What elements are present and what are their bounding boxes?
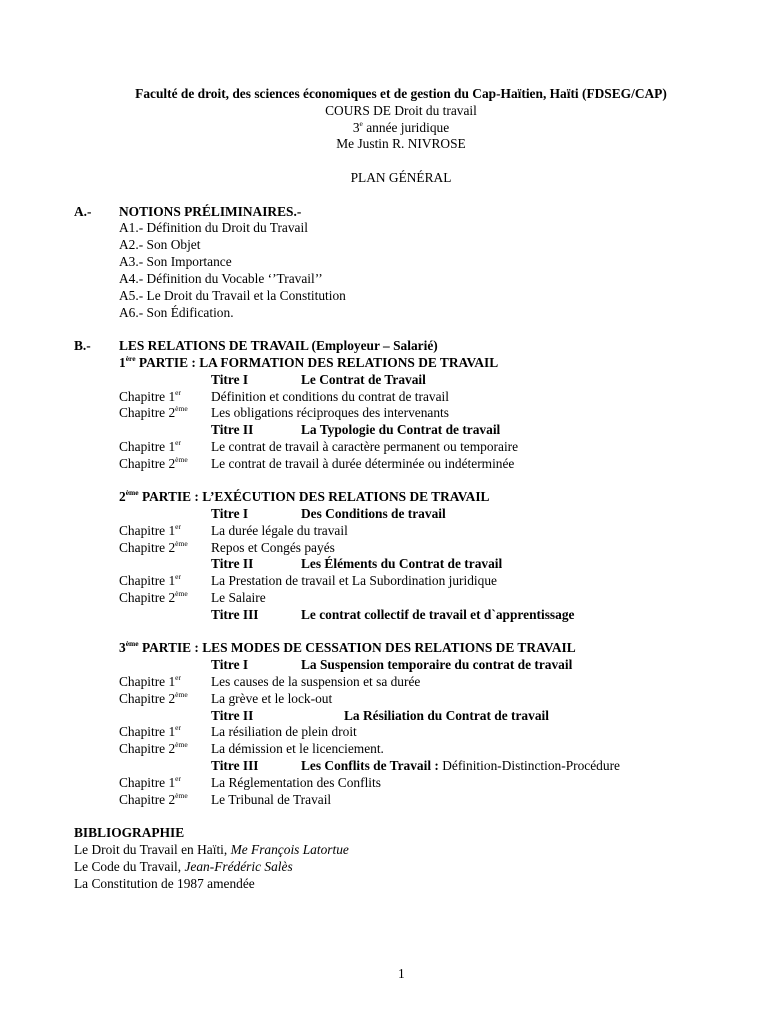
chapter-label: Chapitre 2ème xyxy=(119,790,188,807)
chapter-label: Chapitre 1er xyxy=(119,387,181,404)
titre-text: Le Contrat de Travail xyxy=(301,372,426,387)
faculty-title: Faculté de droit, des sciences économiques et de gestion du Cap-Haïtien, Haïti (FDSEG/CAP) xyxy=(135,86,667,101)
titre-label: Titre I xyxy=(211,657,249,672)
section-b-label: B.- xyxy=(74,338,91,353)
chapter-text: Définition et conditions du contrat de travail xyxy=(211,389,449,404)
chapter-text: La démission et le licenciement. xyxy=(211,741,384,756)
titre-text: La Résiliation du Contrat de travail xyxy=(344,708,549,723)
titre-label: Titre III xyxy=(211,758,259,773)
titre-label: Titre I xyxy=(211,372,249,387)
chapter-text: Repos et Congés payés xyxy=(211,540,335,555)
titre-text: La Typologie du Contrat de travail xyxy=(301,422,501,437)
part-3-heading: 3ème PARTIE : LES MODES DE CESSATION DES RELATIONS DE TRAVAIL xyxy=(119,638,576,655)
bibliography-entry: Le Code du Travail, Jean-Frédéric Salès xyxy=(74,859,293,874)
chapter-text: Le contrat de travail à caractère permanent ou temporaire xyxy=(211,439,519,454)
bibliography-entry: Le Droit du Travail en Haïti, Me François Latortue xyxy=(74,842,349,857)
titre-text: La Suspension temporaire du contrat de travail xyxy=(301,657,573,672)
part-2-heading: 2ème PARTIE : L’EXÉCUTION DES RELATIONS DE TRAVAIL xyxy=(119,487,490,504)
course-title: COURS DE Droit du travail xyxy=(325,103,477,118)
chapter-text: La Réglementation des Conflits xyxy=(211,775,381,790)
section-a-item: A3.- Son Importance xyxy=(119,254,232,269)
titre-label: Titre I xyxy=(211,506,249,521)
chapter-label: Chapitre 2ème xyxy=(119,588,188,605)
section-a-label: A.- xyxy=(74,204,92,219)
titre-text: Les Conflits de Travail : Définition-Distinction-Procédure xyxy=(301,758,620,773)
chapter-text: Le contrat de travail à durée déterminée ou indéterminée xyxy=(211,456,515,471)
section-a-title: NOTIONS PRÉLIMINAIRES.- xyxy=(119,204,302,219)
chapter-label: Chapitre 1er xyxy=(119,773,181,790)
section-b-title: LES RELATIONS DE TRAVAIL (Employeur – Salarié) xyxy=(119,338,438,353)
chapter-text: La résiliation de plein droit xyxy=(211,724,357,739)
section-a-item: A4.- Définition du Vocable ‘’Travail’’ xyxy=(119,271,323,286)
titre-label: Titre II xyxy=(211,556,254,571)
chapter-label: Chapitre 2ème xyxy=(119,739,188,756)
chapter-label: Chapitre 2ème xyxy=(119,689,188,706)
chapter-label: Chapitre 1er xyxy=(119,571,181,588)
titre-text: Des Conditions de travail xyxy=(301,506,446,521)
chapter-text: La durée légale du travail xyxy=(211,523,348,538)
chapter-text: Les obligations réciproques des intervenants xyxy=(211,405,449,420)
section-a-item: A5.- Le Droit du Travail et la Constitution xyxy=(119,288,346,303)
titre-label: Titre III xyxy=(211,607,259,622)
chapter-label: Chapitre 2ème xyxy=(119,454,188,471)
chapter-label: Chapitre 2ème xyxy=(119,538,188,555)
chapter-label: Chapitre 1er xyxy=(119,722,181,739)
chapter-label: Chapitre 1er xyxy=(119,437,181,454)
chapter-text: La grève et le lock-out xyxy=(211,691,333,706)
section-a-item: A2.- Son Objet xyxy=(119,237,201,252)
chapter-label: Chapitre 1er xyxy=(119,672,181,689)
chapter-label: Chapitre 2ème xyxy=(119,403,188,420)
chapter-text: Le Tribunal de Travail xyxy=(211,792,332,807)
page-number: 1 xyxy=(398,966,405,981)
titre-text: Le contrat collectif de travail et d`apprentissage xyxy=(301,607,575,622)
bibliography-entry: La Constitution de 1987 amendée xyxy=(74,876,255,891)
course-year: 3e année juridique xyxy=(352,118,450,135)
bibliography-heading: BIBLIOGRAPHIE xyxy=(74,825,185,840)
part-1-heading: 1ère PARTIE : LA FORMATION DES RELATIONS DE TRAVAIL xyxy=(119,353,499,370)
section-a-item: A1.- Définition du Droit du Travail xyxy=(119,220,308,235)
chapter-text: La Prestation de travail et La Subordination juridique xyxy=(211,573,497,588)
titre-label: Titre II xyxy=(211,422,254,437)
section-a-item: A6.- Son Édification. xyxy=(119,305,234,320)
chapter-label: Chapitre 1er xyxy=(119,521,181,538)
titre-label: Titre II xyxy=(211,708,254,723)
titre-text: Les Éléments du Contrat de travail xyxy=(301,556,503,571)
professor-name: Me Justin R. NIVROSE xyxy=(336,136,466,151)
chapter-text: Les causes de la suspension et sa durée xyxy=(211,674,421,689)
chapter-text: Le Salaire xyxy=(211,590,266,605)
plan-heading: PLAN GÉNÉRAL xyxy=(350,170,452,185)
